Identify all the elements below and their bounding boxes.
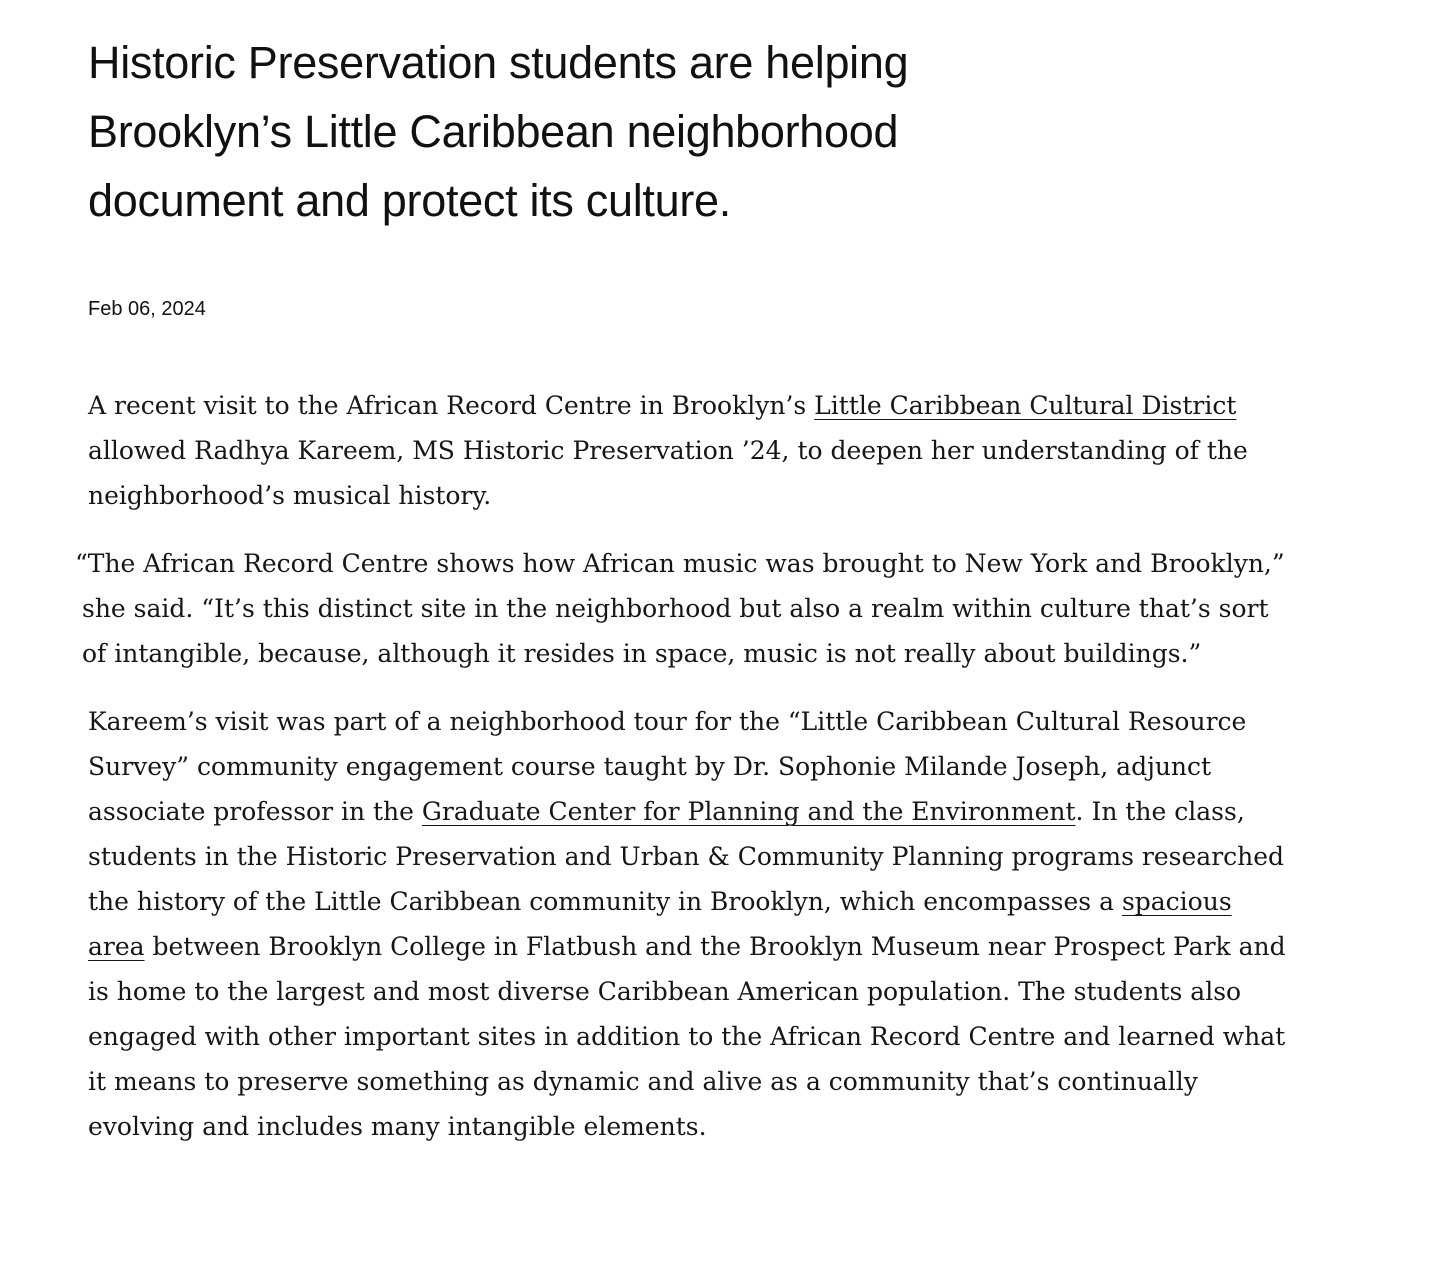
title-line-2: Brooklyn’s Little Caribbean neighborhood: [88, 106, 899, 157]
title-line-3: document and protect its culture.: [88, 175, 731, 226]
paragraph-text: . In the class, students in the Historic Preservation and Urban & Community Planning programs researched the history of the Little Caribbean community in Brooklyn, which encompasses a: [88, 797, 1285, 916]
article-paragraph: [88, 383, 1288, 518]
article-paragraph: [88, 699, 1288, 1149]
spacious-area-link[interactable]: spacious area: [88, 887, 1232, 961]
article-paragraph: [75, 541, 1288, 676]
title-line-1: Historic Preservation students are helping: [88, 37, 909, 88]
publish-date: Feb 06, 2024: [88, 298, 206, 320]
article-title: [88, 28, 1378, 235]
little-caribbean-cultural-district-link[interactable]: Little Caribbean Cultural District: [814, 391, 1237, 420]
paragraph-text: A recent visit to the African Record Centre in Brooklyn’s: [88, 391, 815, 420]
paragraph-text: “The African Record Centre shows how African music was brought to New York and Brooklyn,” she said. “It’s this distinct site in the neighborhood but also a realm within culture that’s sort of intangible, because, although it resides in space, music is not really about buildings.”: [75, 549, 1285, 668]
article-body: [75, 383, 1288, 1149]
paragraph-text: between Brooklyn College in Flatbush and the Brooklyn Museum near Prospect Park and is home to the largest and most diverse Caribbean American population. The students also engaged with other important sites in addition to the African Record Centre and learned what it means to preserve something as dynamic and alive as a community that’s continually evolving and includes many intangible elements.: [88, 932, 1286, 1141]
paragraph-text: allowed Radhya Kareem, MS Historic Preservation ’24, to deepen her understanding of the neighborhood’s musical history.: [88, 436, 1248, 510]
graduate-center-planning-environment-link[interactable]: Graduate Center for Planning and the Environment: [421, 797, 1076, 826]
paragraph-text: Kareem’s visit was part of a neighborhood tour for the “Little Caribbean Cultural Resource Survey” community engagement course taught by Dr. Sophonie Milande Joseph, adjunct associate professor in the: [88, 707, 1247, 826]
